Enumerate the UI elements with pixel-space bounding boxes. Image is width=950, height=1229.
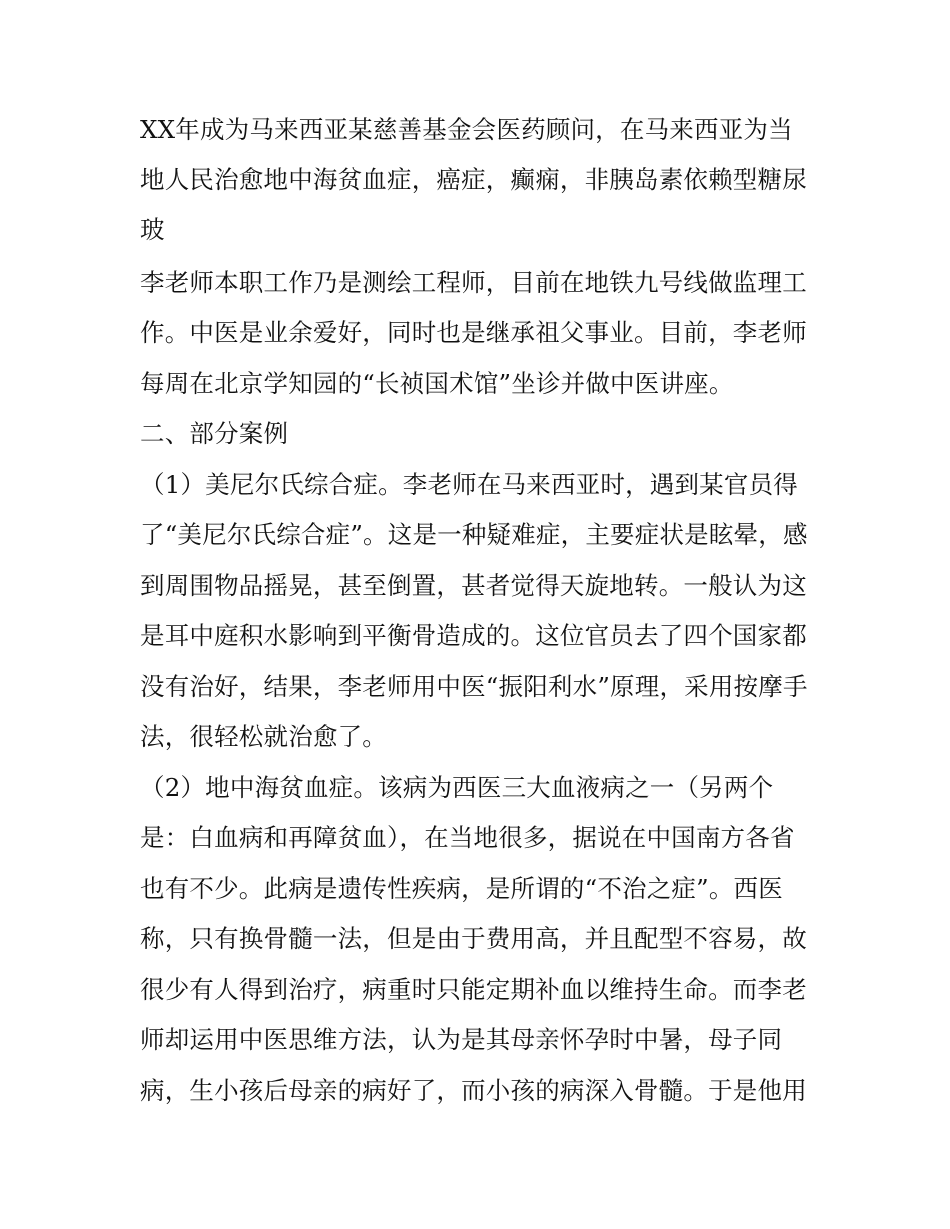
text-line: 是：白血病和再障贫血），在当地很多，据说在中国南方各省 [140, 823, 795, 852]
section-heading: 二、部分案例 [140, 419, 289, 448]
text-line: 是耳中庭积水影响到平衡骨造成的。这位官员去了四个国家都 [140, 621, 807, 650]
text-line: 作。中医是业余爱好，同时也是继承祖父事业。目前，李老师 [140, 318, 807, 347]
text-line: 法，很轻松就治愈了。 [140, 722, 387, 751]
text-line: 没有治好，结果，李老师用中医“振阳利水”原理，采用按摩手 [140, 672, 808, 701]
text-line: 每周在北京学知园的“长祯国术馆”坐诊并做中医讲座。 [140, 369, 734, 398]
text-line: XX年成为马来西亚某慈善基金会医药顾问，在马来西亚为当 [140, 115, 793, 144]
text-line: 师却运用中医思维方法，认为是其母亲怀孕时中暑，母子同 [140, 1025, 783, 1054]
text-line: 称，只有换骨髓一法，但是由于费用高，并且配型不容易，故 [140, 924, 807, 953]
text-line: 到周围物品摇晃，甚至倒置，甚者觉得天旋地转。一般认为这 [140, 571, 807, 600]
text-line: （2）地中海贫血症。该病为西医三大血液病之一（另两个 [140, 773, 774, 802]
text-line: 玻 [140, 215, 165, 244]
text-line: 地人民治愈地中海贫血症，癌症，癫痫，非胰岛素依赖型糖尿 [140, 165, 807, 194]
text-line: 李老师本职工作乃是测绘工程师，目前在地铁九号线做监理工 [140, 268, 807, 297]
text-line: 病，生小孩后母亲的病好了，而小孩的病深入骨髓。于是他用 [140, 1076, 807, 1105]
text-line: 也有不少。此病是遗传性疾病，是所谓的“不治之症”。西医 [140, 874, 783, 903]
text-line: 了“美尼尔氏综合症”。这是一种疑难症，主要症状是眩晕，感 [140, 520, 808, 549]
text-line: （1）美尼尔氏综合症。李老师在马来西亚时，遇到某官员得 [140, 470, 798, 499]
text-line: 很少有人得到治疗，病重时只能定期补血以维持生命。而李老 [140, 975, 807, 1004]
